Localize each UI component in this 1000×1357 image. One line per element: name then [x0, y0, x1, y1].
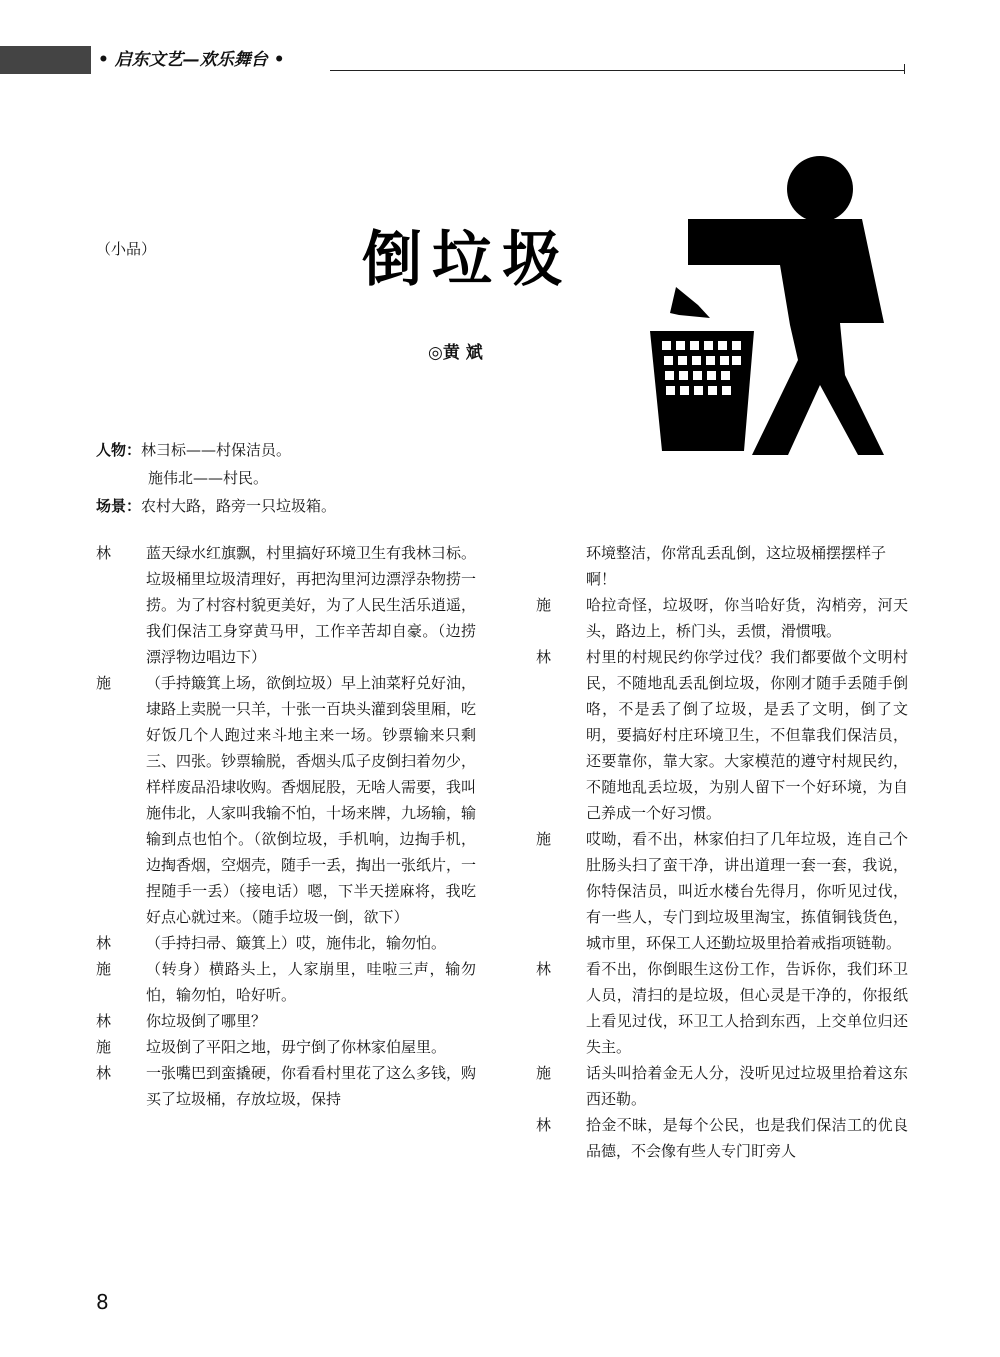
cast-scene: 农村大路，路旁一只垃圾箱。 — [141, 497, 337, 515]
litter-bin-pictogram-icon — [640, 155, 890, 460]
dialogue-entry — [536, 1060, 908, 1112]
dialogue-text: 话头叫拾着金无人分，没听见过垃圾里拾着这东西还勒。 — [586, 1064, 908, 1108]
dialogue-text: 看不出，你倒眼生这份工作，告诉你，我们环卫人员，清扫的是垃圾，但心灵是干净的，你报纸上看见过伐，环卫工人拾到东西，上交单位归还失主。 — [586, 960, 908, 1056]
speaker-label: 施 — [536, 596, 552, 614]
dialogue-entry — [96, 956, 476, 1008]
cast-row-people — [96, 436, 336, 464]
dialogue-entry — [536, 956, 908, 1060]
speaker-label: 施 — [96, 674, 112, 692]
dialogue-text: 你垃圾倒了哪里？ — [146, 1012, 267, 1030]
header-tick — [904, 64, 905, 74]
header-bar — [0, 46, 91, 74]
dialogue-entry — [536, 644, 908, 826]
cast-person-1: 林彐标——村保洁员。 — [141, 441, 292, 459]
dialogue-text: 哈拉奇怪，垃圾呀，你当哈好货，沟梢旁，河天头，路边上，桥门头，丢惯，滑惯哦。 — [586, 596, 908, 640]
speaker-label: 施 — [536, 830, 552, 848]
speaker-label: 林 — [96, 1012, 112, 1030]
dialogue-text: 村里的村规民约你学过伐？我们都要做个文明村民，不随地乱丢乱倒垃圾，你刚才随手丢随手倒咯，不是丢了倒了垃圾，是丢了文明，倒了文明，要搞好村庄环境卫生，不但靠我们保洁员，还要靠你，靠大家。大家模范的遵守村规民约，不随地乱丢垃圾，为别人留下一个好环境，为自己养成一个好习惯。 — [586, 648, 908, 822]
dialogue-text: 拾金不昧，是每个公民，也是我们保洁工的优良品德，不会像有些人专门盯旁人 — [586, 1116, 908, 1160]
dialogue-entry — [536, 1112, 908, 1164]
author-byline: ◎黄 斌 — [428, 343, 483, 363]
dialogue-entry — [96, 1060, 476, 1112]
dialogue-text: （转身）横路头上，人家崩里，哇啦三声，输勿怕，输勿怕，哈好听。 — [146, 960, 476, 1004]
dialogue-text: 垃圾倒了平阳之地，毋宁倒了你林家伯屋里。 — [146, 1038, 447, 1056]
dialogue-entry — [536, 826, 908, 956]
speaker-label: 林 — [536, 960, 552, 978]
speaker-label: 林 — [96, 934, 112, 952]
cast-list — [96, 436, 336, 520]
dialogue-entry — [536, 592, 908, 644]
dialogue-entry — [96, 540, 476, 670]
right-column — [536, 540, 908, 1164]
speaker-label: 林 — [96, 1064, 112, 1082]
speaker-label: 施 — [96, 960, 112, 978]
speaker-label: 施 — [96, 1038, 112, 1056]
header-title: • 启东文艺—欢乐舞台 • — [98, 50, 285, 70]
left-column — [96, 540, 476, 1112]
cast-row-person-2 — [96, 464, 336, 492]
page-number: 8 — [96, 1290, 109, 1314]
header-rule — [330, 70, 905, 71]
speaker-label: 林 — [536, 1116, 552, 1134]
dialogue-text: 一张嘴巴到蛮撬硬，你看看村里花了这么多钱，购买了垃圾桶，存放垃圾，保持 — [146, 1064, 477, 1108]
dialogue-continuation: 环境整洁，你常乱丢乱倒，这垃圾桶摆摆样子啊！ — [586, 544, 887, 588]
cast-people-label: 人物： — [96, 441, 142, 459]
cast-row-scene — [96, 492, 336, 520]
dialogue-text: （手持簸箕上场，欲倒垃圾）早上油菜籽兑好油，埭路上卖脱一只羊，十张一百块头灌到袋里厢，吃好饭几个人跑过来斗地主来一场。钞票输来只剩三、四张。钞票输脱，香烟头瓜子皮倒扫着勿少，样样废品沿埭收购。香烟屁股，无啥人需要，我叫施伟北，人家叫我输不怕，十场来牌，九场输，输输到点也怕个。（欲倒垃圾，手机响，边掏手机，边掏香烟，空烟壳，随手一丢，掏出一张纸片，一捏随手一丢）（接电话）嗯，下半天搓麻将，我吃好点心就过来。（随手垃圾一倒，欲下） — [146, 674, 477, 926]
speaker-label: 林 — [96, 544, 112, 562]
dialogue-text: 哎呦，看不出，林家伯扫了几年垃圾，连自己个肚肠头扫了蛮干净，讲出道理一套一套，我说，你特保洁员，叫近水楼台先得月，你听见过伐，有一些人，专门到垃圾里淘宝，拣值铜钱货色，城市里，环保工人还勤垃圾里拾着戒指项链勒。 — [586, 830, 908, 952]
dialogue-entry — [96, 930, 476, 956]
dialogue-entry — [96, 1034, 476, 1060]
cast-person-2: 施伟北——村民。 — [148, 469, 269, 487]
dialogue-text: （手持扫帚、簸箕上）哎，施伟北，输勿怕。 — [146, 934, 447, 952]
dialogue-entry — [96, 1008, 476, 1034]
speaker-label: 施 — [536, 1064, 552, 1082]
genre-label: （小品） — [96, 240, 157, 258]
cast-scene-label: 场景： — [96, 497, 142, 515]
dialogue-text: 蓝天绿水红旗飘，村里搞好环境卫生有我林彐标。垃圾桶里垃圾清理好，再把沟里河边漂浮杂物捞一捞。为了村容村貌更美好，为了人民生活乐逍遥，我们保洁工身穿黄马甲，工作辛苦却自豪。（边捞漂浮物边唱边下） — [146, 544, 477, 666]
speaker-label: 林 — [536, 648, 552, 666]
dialogue-entry — [96, 670, 476, 930]
page-title: 倒垃圾 — [362, 225, 572, 295]
